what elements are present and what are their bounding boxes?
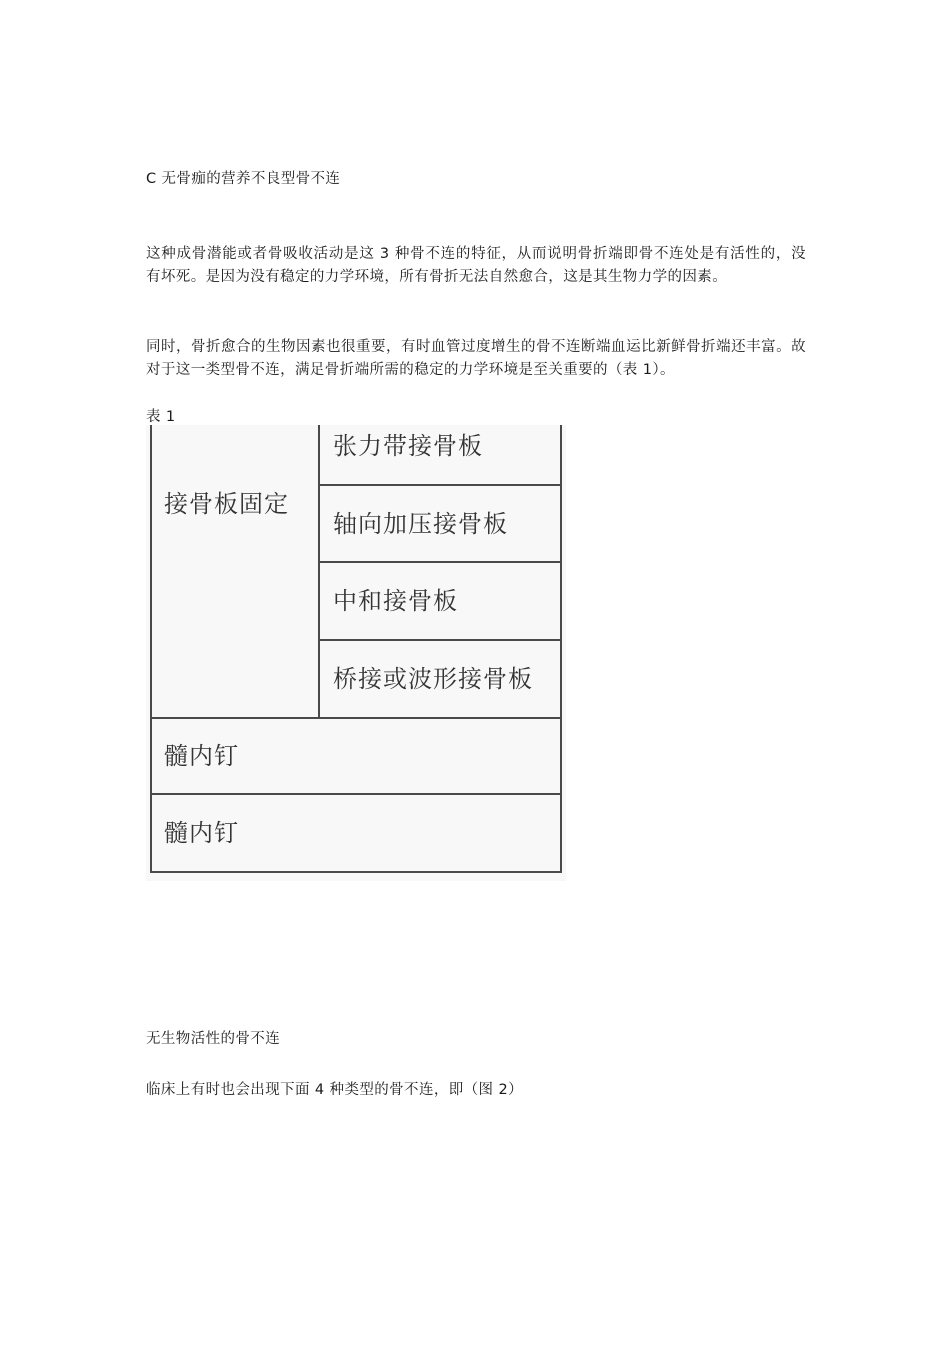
paragraph-3: 临床上有时也会出现下面 4 种类型的骨不连，即（图 2） — [146, 1082, 523, 1098]
table-sub-line-1 — [318, 484, 562, 486]
table-group-label: 接骨板固定 — [164, 490, 289, 518]
section-heading-avital: 无生物活性的骨不连 — [146, 1031, 281, 1047]
section-heading-c: C 无骨痂的营养不良型骨不连 — [146, 171, 341, 187]
table-caption: 表 1 — [146, 409, 176, 425]
table-sub-line-3 — [318, 639, 562, 641]
table-sub-item: 轴向加压接骨板 — [333, 510, 508, 538]
table-bottom-border — [150, 871, 562, 873]
paragraph-2: 同时，骨折愈合的生物因素也很重要，有时血管过度增生的骨不连断端血运比新鲜骨折端还丰富。故对于这一类型骨不连，满足骨折端所需的稳定的力学环境是至关重要的（表 1）。 — [146, 339, 806, 378]
table-left-border — [150, 425, 152, 873]
table-row-line-2 — [150, 793, 562, 795]
table-right-border — [560, 425, 562, 873]
table-sub-item: 张力带接骨板 — [333, 432, 483, 460]
table-row-label: 髓内钉 — [164, 819, 239, 847]
table-sub-line-2 — [318, 561, 562, 563]
table-group-divider — [318, 425, 320, 719]
table-row-label: 髓内钉 — [164, 742, 239, 770]
table-sub-item: 桥接或波形接骨板 — [333, 665, 533, 693]
table-row-line-1 — [150, 717, 562, 719]
table-sub-item: 中和接骨板 — [333, 587, 458, 615]
fixation-table — [146, 425, 566, 881]
paragraph-1: 这种成骨潜能或者骨吸收活动是这 3 种骨不连的特征，从而说明骨折端即骨不连处是有活性的，没有坏死。是因为没有稳定的力学环境，所有骨折无法自然愈合，这是其生物力学的因素。 — [146, 246, 806, 285]
